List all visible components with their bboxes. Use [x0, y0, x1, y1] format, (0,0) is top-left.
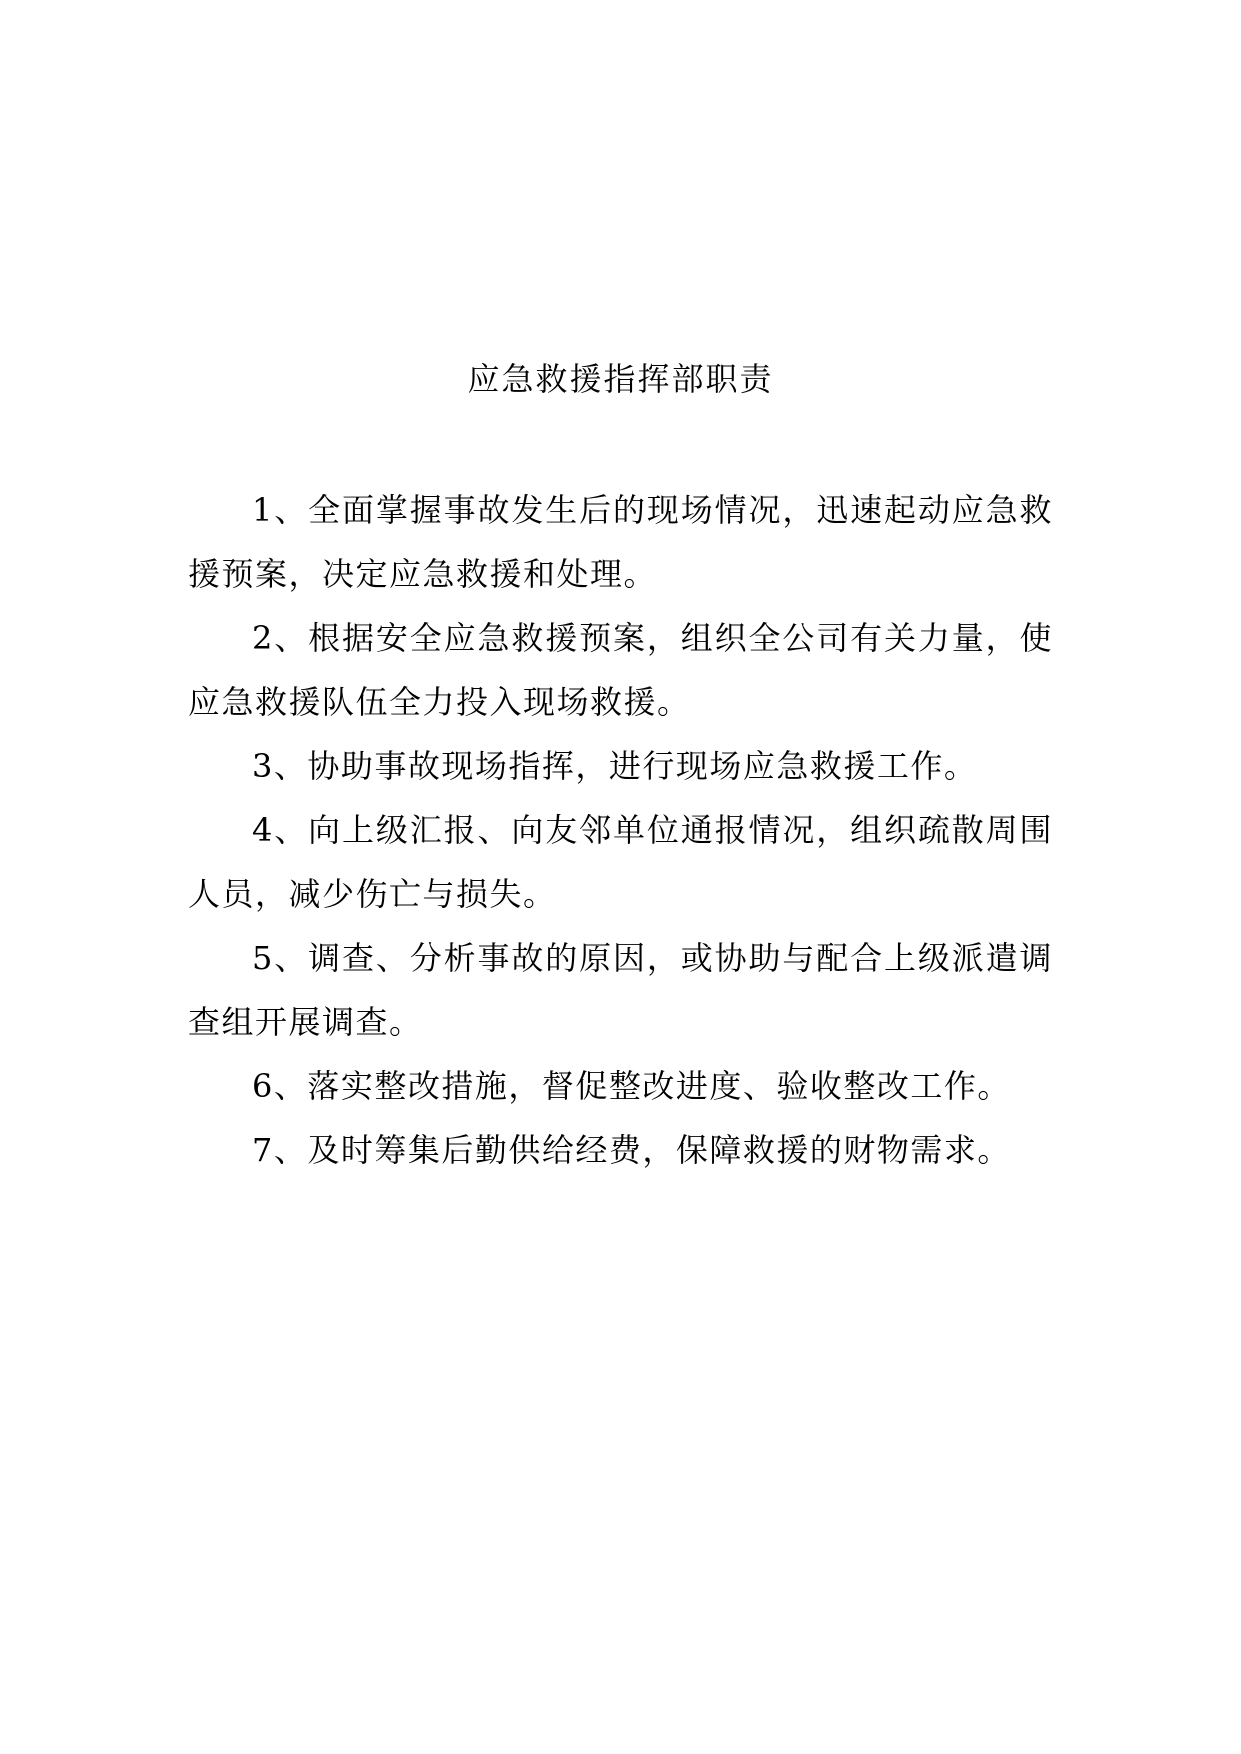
- duty-item-1: 1、全面掌握事故发生后的现场情况，迅速起动应急救援预案，决定应急救援和处理。: [188, 491, 1053, 593]
- duty-item-2: 2、根据安全应急救援预案，组织全公司有关力量，使应急救援队伍全力投入现场救援。: [188, 619, 1053, 721]
- document-body: [188, 478, 1053, 1182]
- duty-item-3: 3、协助事故现场指挥，进行现场应急救援工作。: [252, 747, 978, 785]
- duty-item-4: 4、向上级汇报、向友邻单位通报情况，组织疏散周围人员，减少伤亡与损失。: [188, 811, 1053, 913]
- duty-item-6: 6、落实整改措施，督促整改进度、验收整改工作。: [252, 1067, 1011, 1105]
- duty-item-5: 5、调查、分析事故的原因，或协助与配合上级派遣调查组开展调查。: [188, 939, 1053, 1041]
- duty-item-7: 7、及时筹集后勤供给经费，保障救援的财物需求。: [252, 1131, 1011, 1169]
- document-title: 应急救援指挥部职责: [467, 360, 774, 398]
